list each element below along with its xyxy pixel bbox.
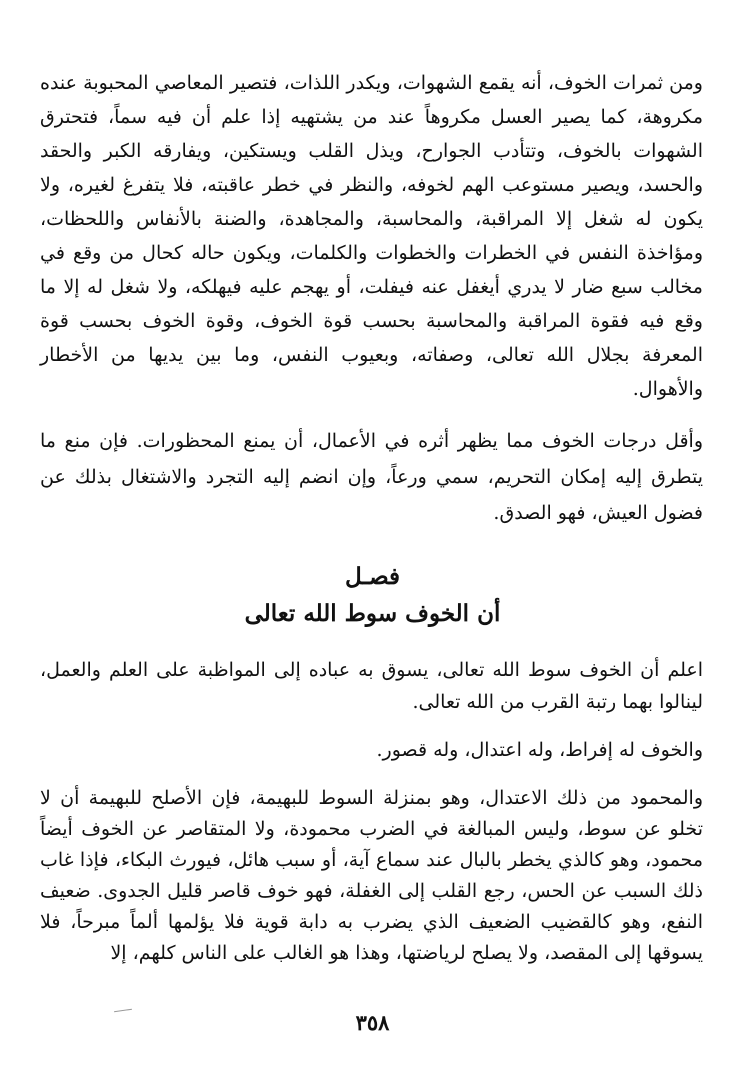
paragraph-moderation: والمحمود من ذلك الاعتدال، وهو بمنزلة السوط للبهيمة، فإن الأصلح للبهيمة أن لا تخلو عن سوط، وليس المبالغة في الضرب محمودة، ولا المتقاصر عن الخوف أيضاً محمود، وهو كالذي يخطر بالبال عند سماع آية، أو سبب هائل، فيورث البكاء، فإذا غاب ذلك السبب عن الحس، رجع القلب إلى الغفلة، فهو خوف قاصر قليل الجدوى. ضعيف النفع، وهو كالقضيب الضعيف الذي يضرب به دابة قوية فلا يؤلمها ألماً مبرحاً، فلا يسوقها إلى المقصد، ولا يصلح لرياضتها، وهذا هو الغالب على الناس كلهم، إلا — [40, 787, 703, 964]
paragraph-degrees-of-fear: وأقل درجات الخوف مما يظهر أثره في الأعمال، أن يمنع المحظورات. فإن منع ما يتطرق إليه إمكان التحريم، سمي ورعاً، وإن انضم إليه التجرد والاشتغال بذلك عن فضول العيش، فهو الصدق. — [40, 430, 703, 524]
section-title: أن الخوف سوط الله تعالى — [244, 600, 501, 627]
section-label: فصـل — [344, 563, 401, 590]
page-number: ٣٥٨ — [355, 1010, 390, 1035]
paragraph-fear-states: والخوف له إفراط، وله اعتدال، وله قصور. — [376, 739, 703, 761]
paragraph-fruits-of-fear: ومن ثمرات الخوف، أنه يقمع الشهوات، ويكدر اللذات، فتصير المعاصي المحبوبة عنده مكروهة، كما يصير العسل مكروهاً عند من يشتهيه إذا علم أن فيه سماً، فتحترق الشهوات بالخوف، وتتأدب الجوارح، ويذل القلب ويستكين، ويفارقه الكبر والحقد والحسد، ويصير مستوعب الهم لخوفه، والنظر في خطر عاقبته، فلا يتفرغ لغيره، ولا يكون له شغل إلا المراقبة، والمحاسبة، والمجاهدة، والضنة بالأنفاس واللحظات، ومؤاخذة النفس في الخطرات والخطوات والكلمات، ويكون حاله كحال من وقع في مخالب سبع ضار لا يدري أيغفل عنه فيفلت، أو يهجم عليه فيهلكه، ولا شغل له إلا ما وقع فيه فقوة المراقبة والمحاسبة بحسب قوة الخوف، وقوة الخوف بحسب قوة المعرفة بجلال الله تعالى، وصفاته، وبعيوب النفس، وما بين يديها من الأخطار والأهوال. — [40, 72, 703, 400]
paragraph-whip-of-god: اعلم أن الخوف سوط الله تعالى، يسوق به عباده إلى المواظبة على العلم والعمل، لينالوا بهما رتبة القرب من الله تعالى. — [40, 659, 703, 713]
